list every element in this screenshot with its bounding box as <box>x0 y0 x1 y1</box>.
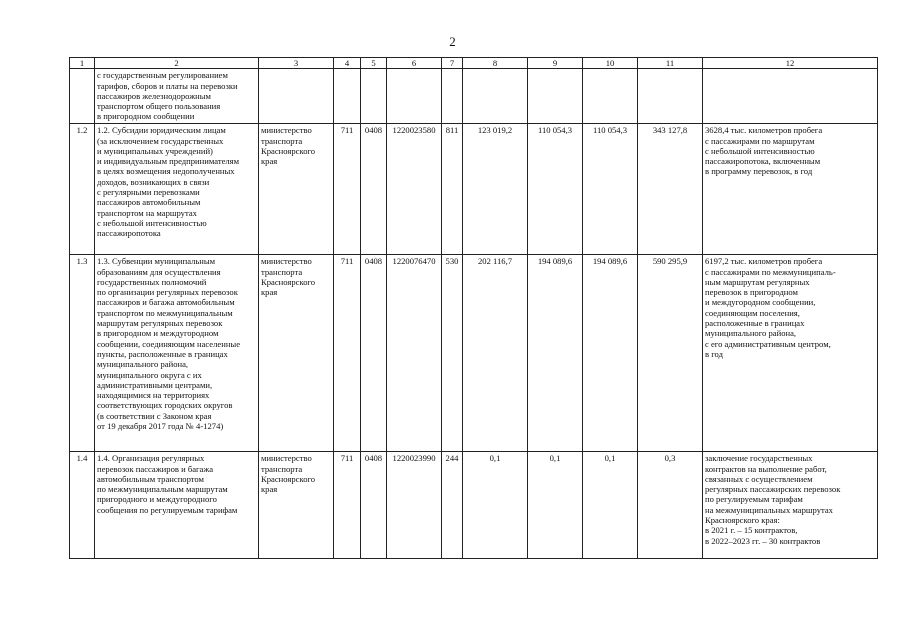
rzpr-code: 0408 <box>361 124 387 255</box>
total-amount: 343 127,8 <box>638 124 703 255</box>
executor <box>259 69 334 124</box>
executor: министерство транспорта Красноярского края <box>259 124 334 255</box>
expected-result: заключение государственных контрактов на выполнение работ, связанных с осуществлением регулярных пассажирских перевозок по регулируемым тарифам на межмуниципальных маршрутах Красноярского края: в 2021 г. – 15 контрактов, в 2022–2023 гг. – 30 контрактов <box>703 452 878 559</box>
header-cell: 1 <box>70 58 95 69</box>
year2-amount: 110 054,3 <box>528 124 583 255</box>
program-activities-table <box>69 57 878 559</box>
grbs-code: 711 <box>334 124 361 255</box>
header-row <box>70 58 878 69</box>
grbs-code <box>334 69 361 124</box>
header-cell: 6 <box>387 58 442 69</box>
year1-amount: 0,1 <box>463 452 528 559</box>
grbs-code: 711 <box>334 452 361 559</box>
year2-amount: 0,1 <box>528 452 583 559</box>
year2-amount: 194 089,6 <box>528 255 583 452</box>
vr-code: 811 <box>442 124 463 255</box>
activity-name: с государственным регулированием тарифов, сборов и платы на перевозки пассажиров железнодорожным транспортом общего пользования в пригородном сообщении <box>95 69 259 124</box>
header-cell: 10 <box>583 58 638 69</box>
activity-name: 1.3. Субвенции муниципальным образованиям для осуществления государственных полномочий по организации регулярных перевозок пассажиров и багажа автомобильным транспортом по межмуниципальным маршрутам регулярных перевозок в пригородном и междугородном сообщении, соединяющим населенные пункты, расположенные в границах муниципального района, муниципального округа с их административными центрами, находящимися на территориях соответствующих городских округов (в соответствии с Законом края от 19 декабря 2017 года № 4-1274) <box>95 255 259 452</box>
header-cell: 7 <box>442 58 463 69</box>
year3-amount: 0,1 <box>583 452 638 559</box>
table-row <box>70 452 878 559</box>
total-amount: 590 295,9 <box>638 255 703 452</box>
expected-result: 3628,4 тыс. километров пробега с пассажирами по маршрутам с небольшой интенсивностью пассажиропотока, включенным в программу перевозок, в год <box>703 124 878 255</box>
year3-amount: 194 089,6 <box>583 255 638 452</box>
row-number <box>70 69 95 124</box>
csr-code: 1220023990 <box>387 452 442 559</box>
csr-code: 1220076470 <box>387 255 442 452</box>
row-number: 1.3 <box>70 255 95 452</box>
activity-name: 1.2. Субсидии юридическим лицам (за исключением государственных и муниципальных учреждений) и индивидуальным предпринимателям в целях возмещения недополученных доходов, возникающих в связи с регулярными перевозками пассажиров автомобильным транспортом на маршрутах с небольшой интенсивностью пассажиропотока <box>95 124 259 255</box>
year2-amount <box>528 69 583 124</box>
grbs-code: 711 <box>334 255 361 452</box>
header-cell: 11 <box>638 58 703 69</box>
executor: министерство транспорта Красноярского края <box>259 255 334 452</box>
header-cell: 3 <box>259 58 334 69</box>
executor: министерство транспорта Красноярского края <box>259 452 334 559</box>
total-amount: 0,3 <box>638 452 703 559</box>
table-row <box>70 69 878 124</box>
page-number: 2 <box>449 34 456 49</box>
header-cell: 8 <box>463 58 528 69</box>
year1-amount: 202 116,7 <box>463 255 528 452</box>
table-row <box>70 255 878 452</box>
rzpr-code <box>361 69 387 124</box>
expected-result <box>703 69 878 124</box>
header-cell: 4 <box>334 58 361 69</box>
year3-amount <box>583 69 638 124</box>
header-cell: 9 <box>528 58 583 69</box>
total-amount <box>638 69 703 124</box>
header-cell: 2 <box>95 58 259 69</box>
header-cell: 5 <box>361 58 387 69</box>
expected-result: 6197,2 тыс. километров пробега с пассажирами по межмуниципаль- ным маршрутам регулярных перевозок в пригородном и междугородном сообщении, соединяющим поселения, расположенные в границах муниципального района, с его административным центром, в год <box>703 255 878 452</box>
activity-name: 1.4. Организация регулярных перевозок пассажиров и багажа автомобильным транспортом по межмуниципальным маршрутам пригородного и междугородного сообщения по регулируемым тарифам <box>95 452 259 559</box>
vr-code: 244 <box>442 452 463 559</box>
rzpr-code: 0408 <box>361 255 387 452</box>
csr-code: 1220023580 <box>387 124 442 255</box>
vr-code <box>442 69 463 124</box>
csr-code <box>387 69 442 124</box>
year1-amount <box>463 69 528 124</box>
rzpr-code: 0408 <box>361 452 387 559</box>
header-cell: 12 <box>703 58 878 69</box>
vr-code: 530 <box>442 255 463 452</box>
year1-amount: 123 019,2 <box>463 124 528 255</box>
row-number: 1.2 <box>70 124 95 255</box>
year3-amount: 110 054,3 <box>583 124 638 255</box>
table-row <box>70 124 878 255</box>
row-number: 1.4 <box>70 452 95 559</box>
